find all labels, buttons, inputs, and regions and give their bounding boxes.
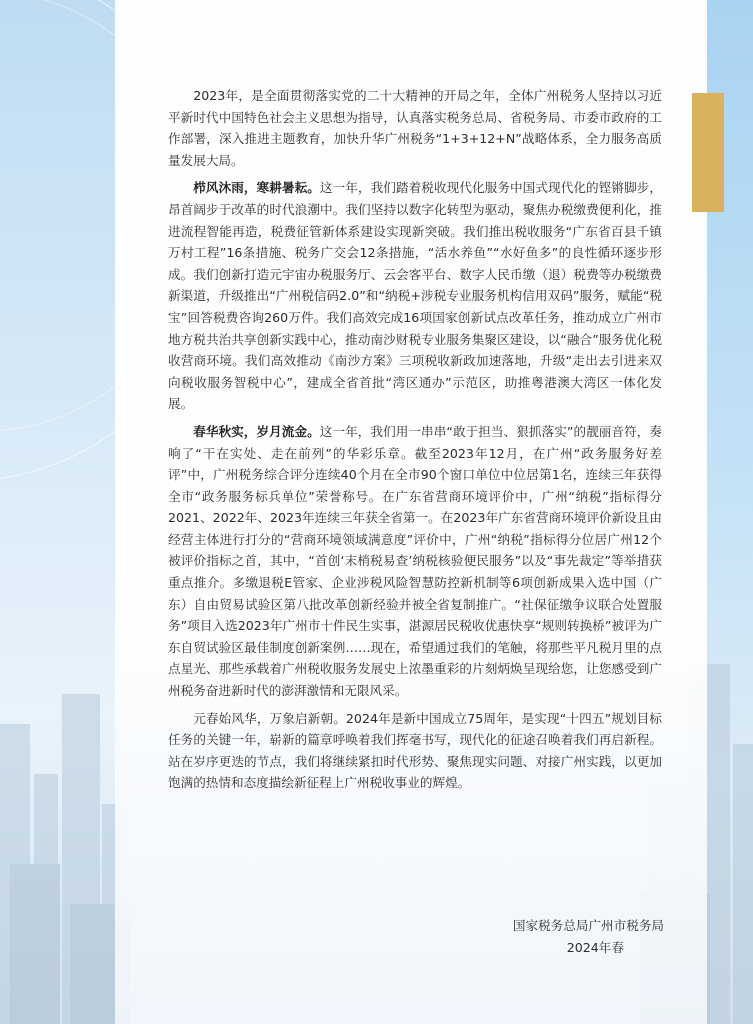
signature-date: 2024年春 (566, 939, 624, 955)
paragraph-achievements (168, 421, 662, 702)
paragraph-intro: 2023年，是全面贯彻落实党的二十大精神的开局之年，全体广州税务人坚持以习近平新时代中国特色社会主义思想为指导，认真落实税务总局、省税务局、市委市政府的工作部署，深入推进主题教育，加快升华广州税务“1+3+12+N”战略体系，全力服务高质量发展大局。 (168, 88, 662, 168)
signature-block (440, 915, 664, 958)
paragraph-reform-heading: 栉风沐雨，寒耕暑耘。 (193, 180, 320, 196)
paragraph-achievements-text: 这一年，我们用一串串“敢于担当、狠抓落实”的靓丽音符，奏响了“干在实处、走在前列”的华彩乐章。截至2023年12月，在广州“政务服务好差评”中，广州税务综合评分连续40个月在全市90个窗口单位中位居第1名，连续三年获得全市“政务服务标兵单位”荣誉称号。在广东省营商环境评价中，广州“纳税”指标得分2021、2022年、2023年连续三年获全省第一。在2023年广东省营商环境评价新设且由经营主体进行打分的“营商环境领域满意度”评价中，广州“纳税”指标得分位居广州12个被评价指标之首，其中，“首创‘末梢税易查’纳税核验便民服务”以及“事先裁定”等举措获重点推介。多缴退税E管家、企业涉税风险智慧防控新机制等6项创新成果入选中国（广东）自由贸易试验区第八批改革创新经验并被全省复制推广。“社保征缴争议联合处置服务”项目入选2023年广州市十件民生实事，湛源居民税收优惠快享“规则转换桥”被评为广东自贸试验区最佳制度创新案例……现在，希望通过我们的笔触，将那些平凡税月里的点点星光、那些承载着广州税收服务发展史上浓墨重彩的片刻炳焕呈现给您，让您感受到广州税务奋进新时代的澎湃激情和无限风采。 (168, 423, 663, 699)
signature-org: 国家税务总局广州市税务局 (512, 918, 664, 933)
paragraph-reform (168, 177, 662, 415)
paragraph-reform-text: 这一年，我们踏着税收现代化服务中国式现代化的铿锵脚步，昂首阔步于改革的时代浪潮中。我们坚持以数字化转型为驱动，聚焦办税缴费便利化，推进流程智能再造，税费征管新体系建设实现新突破。我们推出税收服务“广东省百县千镇万村工程”16条措施、税务广交会12条措施，“活水养鱼”“水好鱼多”的良性循环逐步形成。我们创新打造元宇宙办税服务厅、云会客平台、数字人民币缴（退）税费等办税缴费新渠道，升级推出“广州税信码2.0”和“纳税+涉税专业服务机构信用双码”服务，赋能“税宝”回答税费咨询260万件。我们高效完成16项国家创新试点改革任务，推动成立广州市地方税共治共享创新实践中心，推动南沙财税专业服务集聚区建设，以“融合”服务优化税收营商环境。我们高效推动《南沙方案》三项税收新政加速落地，升级“走出去引进来双向税收服务智税中心”，建成全省首批“湾区通办”示范区，助推粤港澳大湾区一体化发展。 (168, 180, 663, 412)
paragraph-outlook: 元春始风华，万象启新朝。2024年是新中国成立75周年，是实现“十四五”规划目标任务的关键一年，崭新的篇章呼唤着我们挥毫书写，现代化的征途召唤着我们再启新程。站在岁序更迭的节点，我们将继续紧扣时代形势、聚焦现实问题、对接广州实践，以更加饱满的热情和态度描绘新征程上广州税收事业的辉煌。 (168, 710, 662, 791)
letter-body (168, 85, 662, 800)
gold-bookmark-tab (692, 93, 724, 212)
paragraph-achievements-heading: 春华秋实，岁月流金。 (193, 423, 320, 439)
